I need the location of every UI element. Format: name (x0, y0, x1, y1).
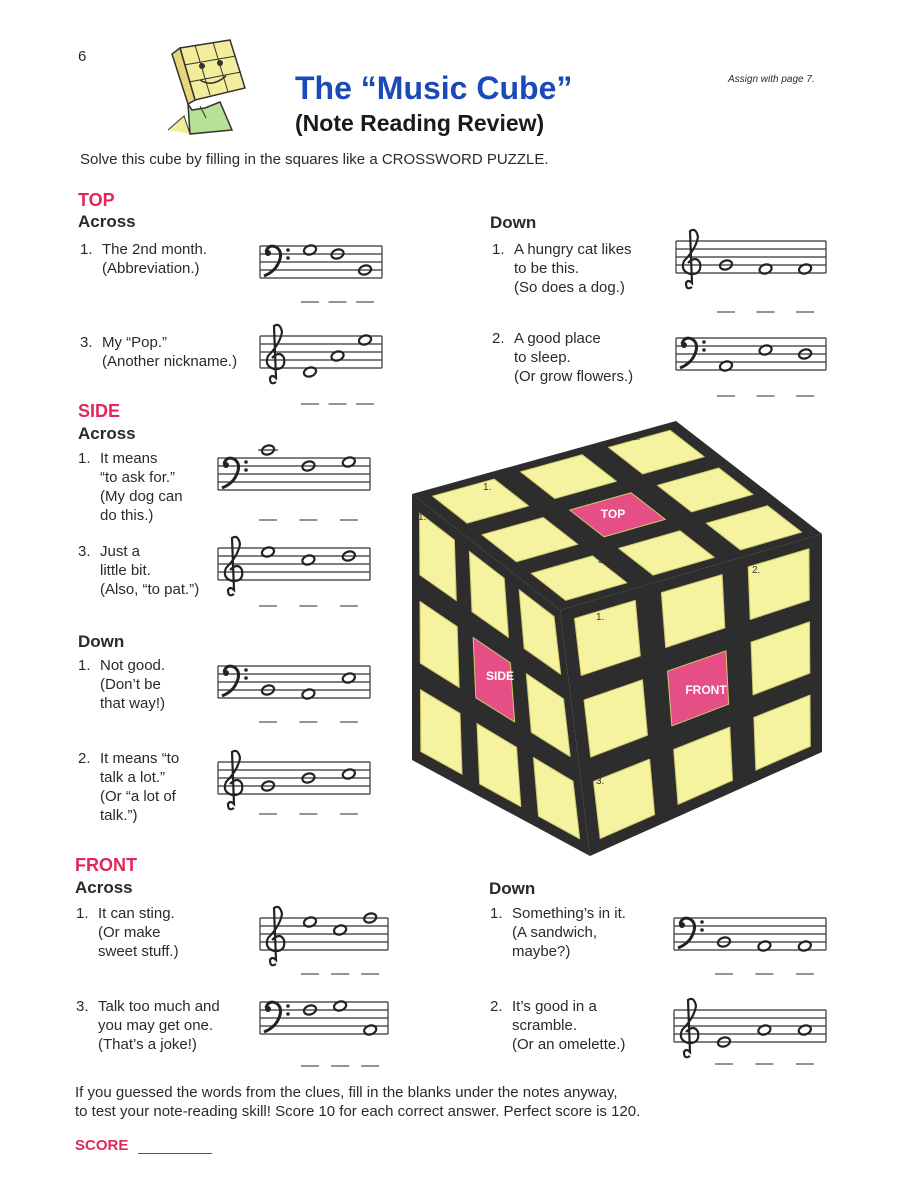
music-cube-diagram (405, 418, 825, 858)
cube-label-front: FRONT (685, 683, 727, 697)
side-across-heading: Across (78, 424, 136, 443)
staff-side-down-1 (216, 658, 372, 726)
treble-clef-icon (681, 999, 698, 1057)
bass-clef-dot (244, 668, 248, 672)
section-heading-top: TOP (78, 190, 115, 210)
cube-number: 1. (418, 512, 427, 523)
cube-number: 3. (418, 671, 427, 682)
bass-clef-dot (244, 460, 248, 464)
treble-clef-icon (225, 537, 242, 595)
treble-clef-icon (225, 751, 242, 809)
cube-number: 3. (598, 555, 607, 566)
bass-clef-dot (265, 250, 271, 256)
section-heading-front: FRONT (75, 855, 137, 875)
bass-clef-dot (700, 928, 704, 932)
section-heading-side: SIDE (78, 401, 121, 421)
bass-clef-dot (286, 1012, 290, 1016)
bottom-instructions: If you guessed the words from the clues, fill in the blanks under the notes anyway, to test your note-reading skill! Score 10 for each correct answer. Perfect score is 120. (75, 1084, 641, 1120)
cube-number: 1. (596, 612, 605, 623)
bass-clef-dot (681, 342, 687, 348)
bass-clef-dot (286, 248, 290, 252)
cube-number: 1. (483, 482, 492, 493)
cube-number: 2. (752, 565, 761, 576)
bass-clef-dot (702, 340, 706, 344)
cube-label-top: TOP (600, 507, 626, 521)
bass-clef-dot (223, 462, 229, 468)
treble-clef-icon (683, 230, 700, 288)
cube-number: 3. (596, 776, 605, 787)
assign-note: Assign with page 7. (728, 74, 815, 85)
front-across-heading: Across (75, 878, 133, 897)
staff-side-down-2 (216, 738, 372, 818)
bass-clef-dot (702, 348, 706, 352)
bass-clef-dot (244, 468, 248, 472)
staff-front-across-3 (258, 990, 390, 1070)
cube-label-side: SIDE (485, 669, 515, 683)
front-down-heading: Down (489, 879, 536, 898)
staff-top-across-3 (258, 316, 384, 408)
staff-front-down-2 (672, 986, 828, 1068)
bass-clef-dot (679, 922, 685, 928)
staff-top-down-2 (674, 330, 828, 400)
staff-top-down-1 (674, 226, 828, 316)
bass-clef-dot (700, 920, 704, 924)
bass-clef-dot (286, 256, 290, 260)
bass-clef-dot (223, 670, 229, 676)
staff-side-across-1 (216, 444, 372, 524)
instructions: Solve this cube by filling in the squares like a CROSSWORD PUZZLE. (80, 151, 549, 168)
cube-number: 2. (632, 432, 641, 443)
score-label: SCORE (75, 1137, 129, 1154)
cube-head-mascot-illustration (150, 38, 250, 138)
top-across-heading: Across (78, 212, 136, 231)
page-subtitle: (Note Reading Review) (295, 110, 545, 136)
bass-clef-dot (286, 1004, 290, 1008)
treble-clef-icon (267, 907, 284, 965)
staff-top-across-1 (258, 236, 384, 306)
top-down-heading: Down (490, 213, 537, 232)
staff-front-across-1 (258, 896, 390, 978)
side-down-heading: Down (78, 632, 125, 651)
page-title: The “Music Cube” (295, 70, 573, 106)
staff-front-down-1 (672, 908, 828, 978)
bass-clef-dot (265, 1006, 271, 1012)
treble-clef-icon (267, 325, 284, 383)
score-blank[interactable] (138, 1153, 212, 1154)
staff-side-across-3 (216, 530, 372, 610)
bass-clef-dot (244, 676, 248, 680)
cube-number: 2. (533, 585, 542, 596)
page-number: 6 (78, 48, 87, 65)
